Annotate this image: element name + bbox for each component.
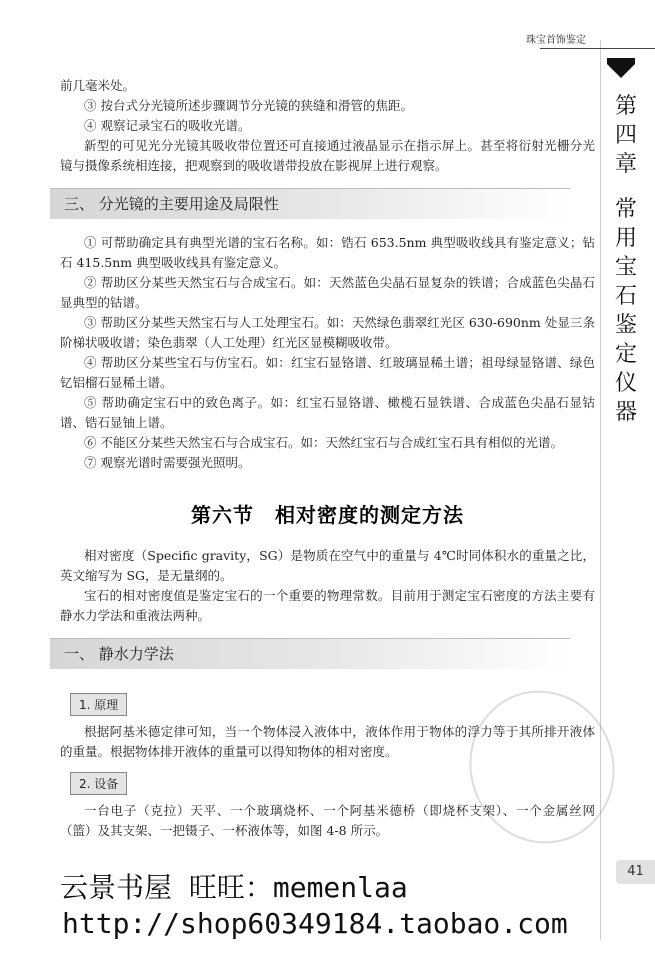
section-title: 第六节 相对密度的测定方法 bbox=[191, 503, 464, 527]
header-rule bbox=[540, 48, 655, 49]
paragraph: 宝石的相对密度值是鉴定宝石的一个重要的物理常数。目前用于测定宝石密度的方法主要有静水力学法和重液法两种。 bbox=[60, 588, 595, 623]
paragraph: ③ 按台式分光镜所述步骤调节分光镜的狭缝和滑管的焦距。 bbox=[84, 98, 413, 113]
chapter-char: 第 bbox=[614, 94, 637, 119]
list-item: ⑦ 观察光谱时需要强光照明。 bbox=[84, 455, 251, 470]
chapter-char: 宝 bbox=[614, 255, 637, 280]
paragraph: 新型的可见光分光镜其吸收带位置还可直接通过液晶显示在指示屏上。甚至将衍射光栅分光镜与摄像系统相连接，把观察到的吸收谱带投放在影视屏上进行观察。 bbox=[60, 138, 595, 173]
chapter-vertical-title bbox=[613, 92, 639, 427]
chapter-char: 石 bbox=[614, 284, 637, 309]
chapter-char: 常 bbox=[614, 197, 637, 222]
section-heading-bar bbox=[50, 188, 570, 219]
list-item: ① 可帮助确定具有典型光谱的宝石名称。如：锆石 653.5nm 典型吸收线具有鉴定意义；钻石 415.5nm 典型吸收线具有鉴定意义。 bbox=[60, 235, 595, 270]
gem-icon bbox=[607, 64, 635, 78]
page-body bbox=[60, 76, 595, 841]
watermark-url: http://shop60349184.taobao.com bbox=[62, 907, 568, 940]
side-rule bbox=[600, 40, 601, 940]
chapter-char: 仪 bbox=[614, 371, 637, 396]
chapter-char: 四 bbox=[614, 123, 637, 148]
chapter-char: 定 bbox=[614, 342, 637, 367]
shop-watermark bbox=[60, 870, 620, 942]
label-principle: 1. 原理 bbox=[70, 693, 127, 716]
chapter-gap bbox=[613, 179, 639, 195]
paragraph: ④ 观察记录宝石的吸收光谱。 bbox=[84, 118, 251, 133]
paragraph: 根据阿基米德定律可知，当一个物体浸入液体中，液体作用于物体的浮力等于其所排开液体的重量。根据物体排开液体的重量可以得知物体的相对密度。 bbox=[60, 724, 595, 759]
paragraph: 一台电子（克拉）天平、一个玻璃烧杯、一个阿基米德桥（即烧杯支架）、一个金属丝网（篮）及其支架、一把镊子、一杯液体等，如图 4-8 所示。 bbox=[60, 803, 595, 838]
paragraph: 前几毫米处。 bbox=[60, 78, 136, 93]
subsection-heading-bar bbox=[50, 638, 570, 669]
list-item: ④ 帮助区分某些宝石与仿宝石。如：红宝石显铬谱、红玻璃显稀土谱；祖母绿显铬谱、绿色钇铝榴石显稀土谱。 bbox=[60, 355, 595, 390]
chapter-char: 鉴 bbox=[614, 313, 637, 338]
list-item: ⑤ 帮助确定宝石中的致色离子。如：红宝石显铬谱、橄榄石显铁谱、合成蓝色尖晶石显钴谱、锆石显铀上谱。 bbox=[60, 395, 595, 430]
label-equipment: 2. 设备 bbox=[70, 772, 127, 795]
chapter-char: 用 bbox=[614, 226, 637, 251]
section-heading: 三、 分光镜的主要用途及局限性 bbox=[64, 195, 279, 213]
chapter-char: 章 bbox=[614, 152, 637, 177]
chapter-char: 器 bbox=[614, 400, 637, 425]
running-title: 珠宝首饰鉴定 bbox=[526, 35, 586, 46]
list-item: ② 帮助区分某些天然宝石与合成宝石。如：天然蓝色尖晶石显复杂的铁谱；合成蓝色尖晶石显典型的钴谱。 bbox=[60, 275, 595, 310]
watermark-line: 云景书屋 旺旺：memenlaa bbox=[60, 871, 408, 904]
paragraph: 相对密度（Specific gravity，SG）是物质在空气中的重量与 4℃时同体积水的重量之比，英文缩写为 SG，是无量纲的。 bbox=[60, 548, 595, 583]
subsection-heading: 一、 静水力学法 bbox=[64, 645, 174, 663]
list-item: ③ 帮助区分某些天然宝石与人工处理宝石。如：天然绿色翡翠红光区 630-690nm 处显三条阶梯状吸收谱；染色翡翠（人工处理）红光区显模糊吸收带。 bbox=[60, 315, 595, 350]
list-item: ⑥ 不能区分某些天然宝石与合成宝石。如：天然红宝石与合成红宝石具有相似的光谱。 bbox=[84, 435, 563, 450]
page-number: 41 bbox=[616, 860, 655, 884]
